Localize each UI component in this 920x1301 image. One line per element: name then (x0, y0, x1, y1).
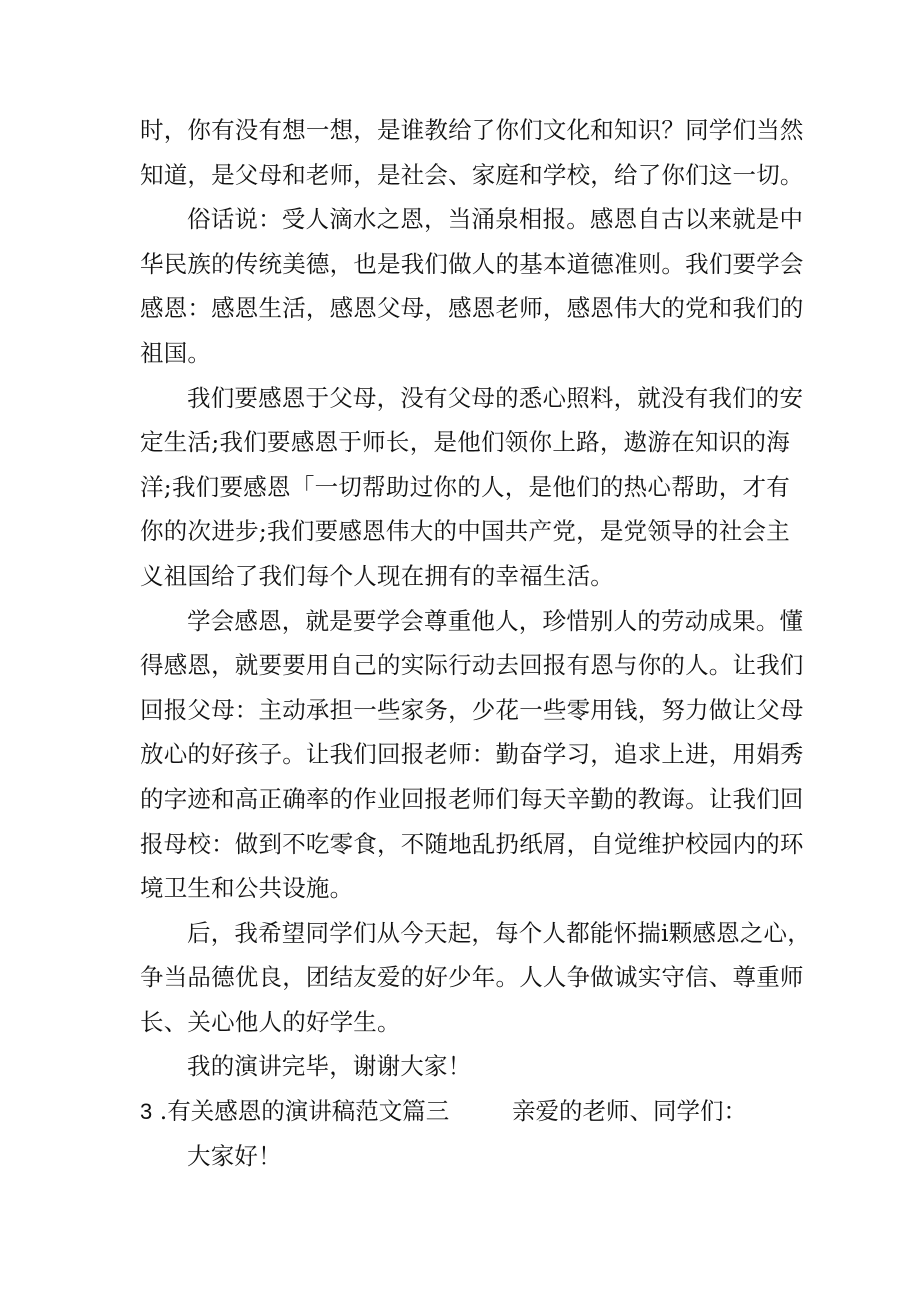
paragraph (140, 108, 804, 197)
paragraph-line: 回报父母：主动承担一些家务，少花一些零用钱，努力做让父母 (140, 695, 804, 724)
paragraph-line: 感恩：感恩生活，感恩父母，感恩老师，感恩伟大的党和我们的 (140, 294, 804, 323)
section-title: .有关感恩的演讲稿范文篇三 (159, 1097, 450, 1126)
paragraph-line: 知道，是父母和老师，是社会、家庭和学校，给了你们这一切。 (140, 160, 804, 189)
paragraph-line: 华民族的传统美德，也是我们做人的基本道德准则。我们要学会 (140, 249, 804, 278)
paragraph-line: 义祖国给了我们每个人现在拥有的幸福生活。 (140, 561, 614, 590)
paragraph-line: 长、关心他人的好学生。 (140, 1007, 401, 1036)
section-number: 3 (140, 1099, 153, 1125)
paragraph (140, 376, 804, 599)
paragraph-line: 报母校：做到不吃零食，不随地乱扔纸屑，自觉维护校园内的环 (140, 829, 804, 858)
paragraph-line: 学会感恩，就是要学会尊重他人，珍惜别人的劳动成果。懂 (187, 606, 804, 635)
paragraph-line: 的字迹和高正确率的作业回报老师们每天辛勤的教诲。让我们回 (140, 784, 804, 813)
paragraph-line: 你的次进步;我们要感恩伟大的中国共产党，是党领导的社会主 (140, 517, 790, 546)
paragraph-line: 放心的好孩子。让我们回报老师：勤奋学习，追求上进，用娟秀 (140, 740, 804, 769)
salutation: 亲爱的老师、同学们： (512, 1097, 747, 1126)
document-body (140, 108, 811, 1178)
paragraph-line: 境卫生和公共设施。 (140, 874, 354, 903)
paragraph (140, 1044, 790, 1089)
section-heading (140, 1089, 790, 1134)
paragraph (140, 911, 811, 1045)
paragraph-line: 后，我希望同学们从今天起，每个人都能怀揣i颗感恩之心， (187, 918, 811, 947)
paragraph-list (140, 108, 811, 1089)
paragraph-line: 得感恩，就要要用自己的实际行动去回报有恩与你的人。让我们 (140, 651, 804, 680)
paragraph-line: 时，你有没有想一想，是谁教给了你们文化和知识？同学们当然 (140, 116, 804, 144)
paragraph (140, 197, 804, 375)
paragraph-line: 祖国。 (140, 338, 212, 367)
paragraph-line: 俗话说：受人滴水之恩，当涌泉相报。感恩自古以来就是中 (187, 205, 804, 234)
paragraph-line: 我的演讲完毕，谢谢大家！ (187, 1052, 472, 1081)
paragraph (140, 599, 804, 911)
paragraph-line: 我们要感恩于父母，没有父母的悉心照料，就没有我们的安 (187, 383, 804, 412)
paragraph-line: 争当品德优良，团结友爱的好少年。人人争做诚实守信、尊重师 (140, 963, 804, 992)
paragraph-line: 洋;我们要感恩「一切帮助过你的人，是他们的热心帮助，才有 (140, 472, 790, 501)
greeting: 大家好！ (187, 1141, 282, 1170)
paragraph-line: 定生活;我们要感恩于师长，是他们领你上路，遨游在知识的海 (140, 428, 790, 457)
